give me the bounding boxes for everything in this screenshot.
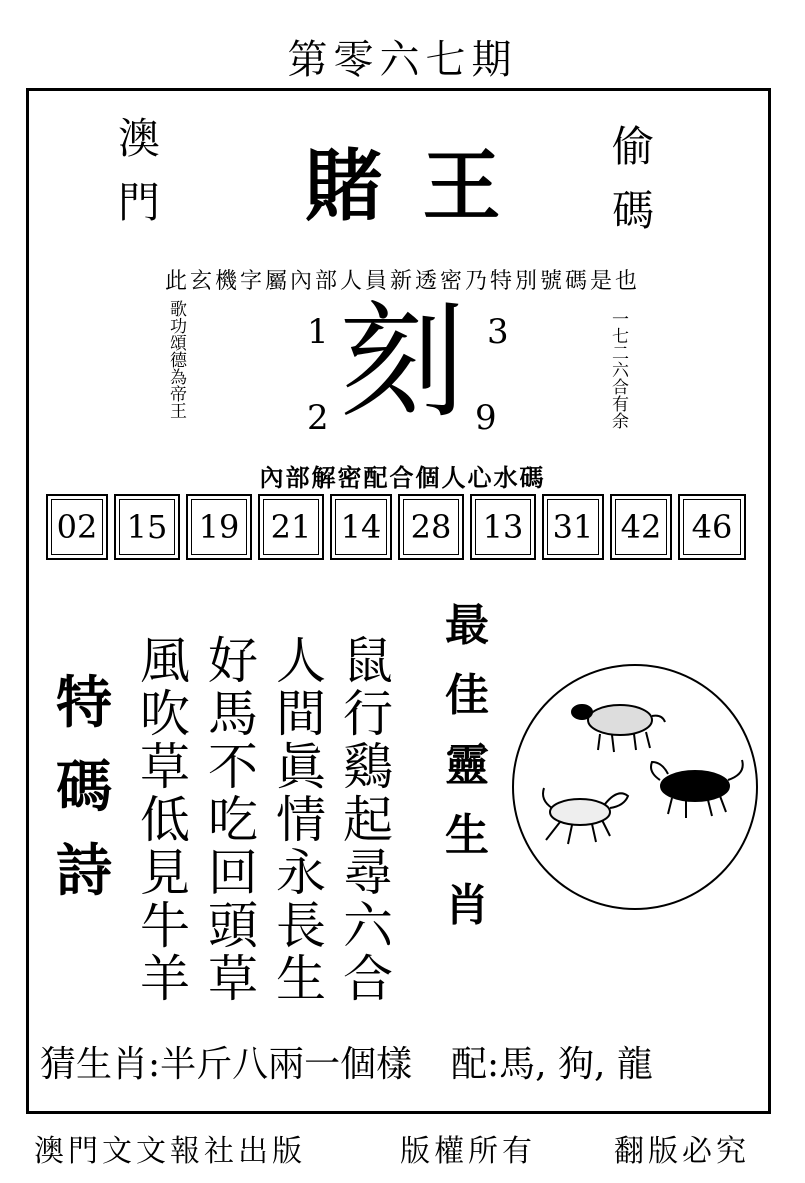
poem-char: 鼠 bbox=[343, 632, 393, 690]
verse-left bbox=[170, 302, 187, 421]
match-line: 配:馬, 狗, 龍 bbox=[451, 1044, 653, 1085]
zodiac-label bbox=[445, 600, 489, 954]
brand-title: 賭王 bbox=[304, 142, 541, 232]
poem-char: 間 bbox=[276, 685, 326, 743]
poem-char: 行 bbox=[343, 685, 393, 743]
footer-publisher: 澳門文文報社出版 bbox=[34, 1134, 306, 1169]
poem-char: 尋 bbox=[343, 844, 393, 902]
poem-char: 合 bbox=[343, 950, 393, 1008]
number-box: 28 bbox=[398, 494, 464, 560]
number-box: 42 bbox=[610, 494, 672, 560]
poem-char: 鷄 bbox=[343, 738, 393, 796]
number-box: 21 bbox=[258, 494, 324, 560]
corner-number-top-left: 1 bbox=[307, 312, 329, 352]
verse-char: 七 bbox=[612, 327, 629, 347]
tiger-icon bbox=[651, 760, 743, 818]
corner-number-bottom-left: 2 bbox=[307, 398, 329, 438]
verse-char: 六 bbox=[612, 361, 629, 381]
verse-char: 歌 bbox=[170, 300, 187, 320]
poem-line-4 bbox=[140, 632, 190, 1008]
issue-title: 第零六七期 bbox=[287, 37, 518, 83]
poem-line-1 bbox=[343, 632, 393, 1008]
verse-char: 二 bbox=[612, 344, 629, 364]
poem-char: 羊 bbox=[140, 950, 190, 1008]
poem-char: 草 bbox=[140, 738, 190, 796]
corner-number-bottom-right: 9 bbox=[475, 398, 497, 438]
verse-char: 王 bbox=[170, 402, 187, 422]
footer-notice: 翻版必究 bbox=[614, 1134, 750, 1169]
poem-label-char: 碼 bbox=[56, 755, 112, 820]
poem-char: 生 bbox=[276, 950, 326, 1008]
poem-char: 風 bbox=[140, 632, 190, 690]
poem-char: 見 bbox=[140, 844, 190, 902]
number-box: 19 bbox=[186, 494, 252, 560]
zodiac-label-char: 生 bbox=[445, 810, 489, 861]
poem-char: 好 bbox=[208, 632, 258, 690]
poem-char: 低 bbox=[140, 791, 190, 849]
zodiac-label-char: 肖 bbox=[445, 880, 489, 931]
poem-char: 草 bbox=[208, 950, 258, 1008]
key-character: 刻 bbox=[340, 290, 465, 435]
number-box: 46 bbox=[678, 494, 746, 560]
number-row bbox=[46, 494, 754, 560]
verse-char: 為 bbox=[170, 368, 187, 388]
zodiac-illustration bbox=[510, 662, 760, 912]
poem-char: 起 bbox=[343, 791, 393, 849]
poem-char: 不 bbox=[208, 738, 258, 796]
right-tag-char: 碼 bbox=[612, 186, 655, 235]
poem-label-char: 詩 bbox=[56, 839, 112, 904]
right-tag-char: 偷 bbox=[612, 122, 655, 171]
right-tag bbox=[612, 122, 655, 254]
dog-icon bbox=[543, 788, 628, 844]
verse-char: 帝 bbox=[170, 385, 187, 405]
zodiac-label-char: 佳 bbox=[445, 670, 489, 721]
number-box: 13 bbox=[470, 494, 536, 560]
poem-char: 永 bbox=[276, 844, 326, 902]
cow-icon bbox=[572, 705, 665, 752]
poem-char: 六 bbox=[343, 897, 393, 955]
poem-char: 眞 bbox=[276, 738, 326, 796]
verse-char: 功 bbox=[170, 317, 187, 337]
poem-line-2 bbox=[276, 632, 326, 1008]
number-box: 15 bbox=[114, 494, 180, 560]
number-box: 02 bbox=[46, 494, 108, 560]
secret-line: 此玄機字屬內部人員新透密乃特別號碼是也 bbox=[164, 269, 640, 294]
verse-char: 余 bbox=[612, 412, 629, 432]
left-tag-char: 澳 bbox=[118, 114, 161, 163]
verse-char: 合 bbox=[612, 378, 629, 398]
left-tag-char: 門 bbox=[118, 178, 161, 227]
poem-char: 吃 bbox=[208, 791, 258, 849]
poem-char: 牛 bbox=[140, 897, 190, 955]
verse-char: 有 bbox=[612, 395, 629, 415]
poem-char: 長 bbox=[276, 897, 326, 955]
poem-char: 情 bbox=[276, 791, 326, 849]
footer-rights: 版權所有 bbox=[400, 1134, 536, 1169]
poem-char: 回 bbox=[208, 844, 258, 902]
number-box: 31 bbox=[542, 494, 604, 560]
poem-char: 人 bbox=[276, 632, 326, 690]
poem-label bbox=[56, 671, 112, 928]
number-box: 14 bbox=[330, 494, 392, 560]
poem-line-3 bbox=[208, 632, 258, 1008]
verse-char: 一 bbox=[612, 310, 629, 330]
guess-line: 猜生肖:半斤八兩一個樣 bbox=[40, 1044, 413, 1085]
verse-right bbox=[612, 312, 629, 431]
zodiac-label-char: 最 bbox=[445, 600, 489, 651]
poem-label-char: 特 bbox=[56, 671, 112, 736]
zodiac-label-char: 靈 bbox=[445, 740, 489, 791]
corner-number-top-right: 3 bbox=[487, 312, 509, 352]
poem-char: 頭 bbox=[208, 897, 258, 955]
poem-char: 吹 bbox=[140, 685, 190, 743]
poem-char: 馬 bbox=[208, 685, 258, 743]
subheading: 內部解密配合個人心水碼 bbox=[259, 464, 546, 492]
verse-char: 德 bbox=[170, 351, 187, 371]
verse-char: 頌 bbox=[170, 334, 187, 354]
